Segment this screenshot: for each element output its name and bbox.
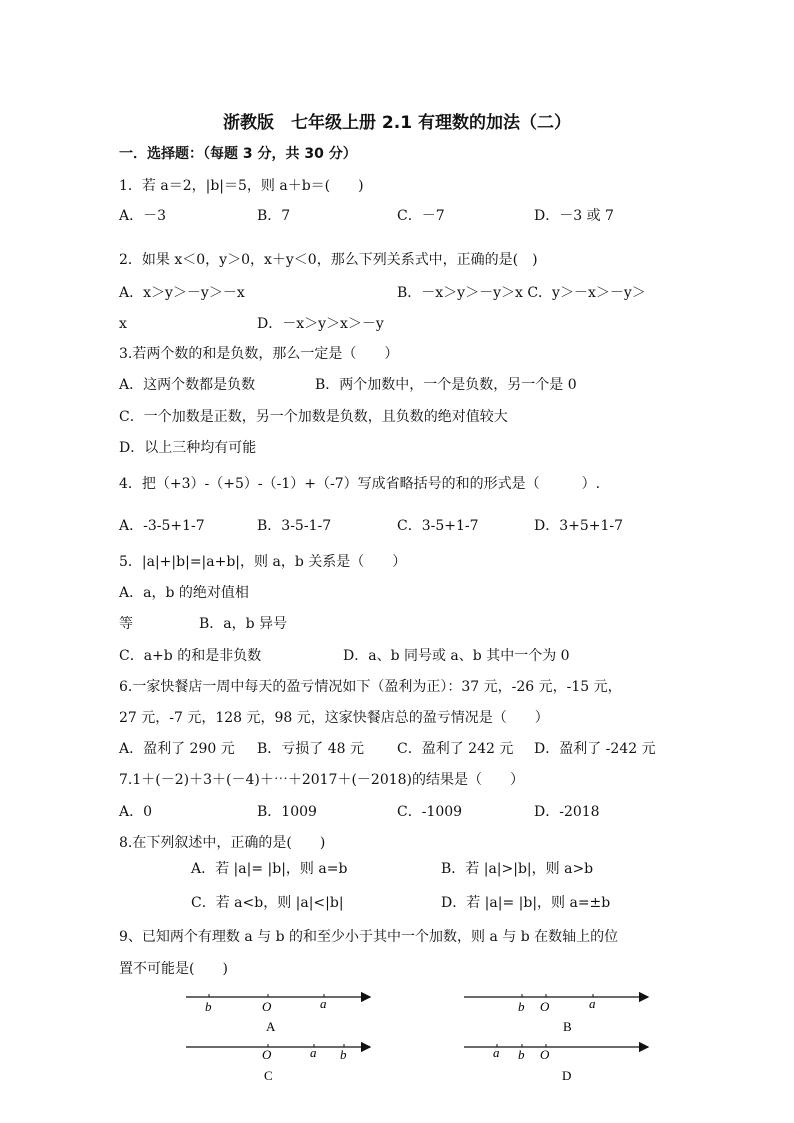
question-2-option-d: D．－x＞y＞x＞－y (257, 316, 384, 332)
page-title: 浙教版 七年级上册 2.1 有理数的加法（二） (223, 113, 571, 133)
question-5-option-c: C．a+b 的和是非负数 (119, 648, 262, 664)
question-6-option-b: B．亏损了 48 元 (257, 741, 365, 757)
point-origin: O (262, 1047, 272, 1062)
question-4-option-c: C．3-5+1-7 (397, 518, 479, 534)
number-line-c (186, 1044, 370, 1083)
number-line-b (464, 994, 648, 1034)
figure-label-c: C (264, 1068, 273, 1083)
question-3-option-a: A．这两个数都是负数 (119, 377, 256, 393)
question-8-option-d: D．若 |a|= |b|，则 a=±b (441, 895, 611, 911)
number-line-a (186, 994, 370, 1034)
question-5-option-b: B．a，b 异号 (199, 616, 288, 632)
point-b: b (205, 999, 212, 1014)
question-7-option-b: B．1009 (257, 804, 317, 820)
question-6-option-c: C．盈利了 242 元 (397, 741, 514, 757)
point-b: b (518, 1047, 525, 1062)
question-3-option-c: C．一个加数是正数，另一个加数是负数，且负数的绝对值较大 (119, 409, 508, 425)
question-4-option-a: A．-3-5+1-7 (119, 518, 205, 534)
point-a: a (589, 996, 596, 1011)
question-2-stem: 2．如果 x＜0，y＞0，x＋y＜0，那么下列关系式中，正确的是( ) (119, 252, 538, 268)
number-line-d (464, 1044, 648, 1083)
question-5-option-a: A．a，b 的绝对值相 (119, 585, 249, 601)
question-6-stem-line1: 6.一家快餐店一周中每天的盈亏情况如下（盈利为正）：37 元，-26 元，-15 元， (119, 679, 622, 695)
question-8-option-c: C．若 a<b，则 |a|<|b| (191, 895, 344, 911)
point-origin: O (262, 999, 272, 1014)
question-3-stem: 3.若两个数的和是负数，那么一定是（ ） (119, 346, 399, 362)
question-7-option-a: A．0 (119, 804, 153, 820)
question-8-stem: 8.在下列叙述中，正确的是( ) (119, 835, 326, 851)
question-7-stem: 7.1＋(－2)＋3＋(－4)＋⋯＋2017＋(－2018)的结果是（ ） (119, 772, 525, 788)
section-heading: 一．选择题：（每题 3 分，共 30 分） (119, 146, 357, 162)
question-4-option-d: D．3+5+1-7 (534, 518, 624, 534)
question-1-option-c: C．－7 (397, 208, 445, 224)
question-3-option-d: D．以上三种均有可能 (119, 440, 257, 456)
question-2-option-bc: B．－x＞y＞－y＞x C．y＞－x＞－y＞ (397, 285, 646, 301)
point-a: a (310, 1045, 317, 1060)
question-4-option-b: B．3-5-1-7 (257, 518, 332, 534)
figure-label-a: A (266, 1019, 276, 1034)
question-1-option-d: D．－3 或 7 (534, 208, 614, 224)
figure-label-b: B (563, 1019, 572, 1034)
question-5-stem: 5．|a|+|b|=|a+b|，则 a，b 关系是（ ） (119, 554, 407, 570)
point-b: b (518, 999, 525, 1014)
question-3-option-b: B．两个加数中，一个是负数，另一个是 0 (315, 377, 577, 393)
question-9-stem-line2: 置不可能是( ) (119, 961, 228, 977)
question-5-option-d: D．a、b 同号或 a、b 其中一个为 0 (343, 648, 570, 664)
question-6-option-d: D．盈利了 -242 元 (534, 741, 656, 757)
point-b: b (340, 1047, 347, 1062)
question-7-option-d: D．-2018 (534, 804, 600, 820)
question-1-option-b: B．7 (257, 208, 291, 224)
question-8-option-b: B．若 |a|>|b|，则 a>b (441, 861, 594, 877)
question-1-option-a: A．－3 (119, 208, 167, 224)
question-8-option-a: A．若 |a|= |b|，则 a=b (191, 861, 348, 877)
question-2-option-a: A．x＞y＞－y＞－x (119, 285, 245, 301)
question-5-option-a-wrap: 等 (119, 616, 133, 632)
question-2-wrap: x (119, 316, 127, 332)
point-origin: O (540, 1047, 550, 1062)
question-6-option-a: A．盈利了 290 元 (119, 741, 235, 757)
point-a: a (493, 1045, 500, 1060)
question-1-stem: 1．若 a＝2，|b|＝5，则 a＋b＝( ) (119, 178, 364, 194)
point-a: a (320, 996, 327, 1011)
question-4-stem: 4．把（+3）-（+5）-（-1）+（-7）写成省略括号的和的形式是（ ）. (119, 476, 601, 492)
figure-label-d: D (562, 1068, 572, 1083)
question-9-stem-line1: 9、已知两个有理数 a 与 b 的和至少小于其中一个加数，则 a 与 b 在数轴上的位 (119, 929, 619, 945)
point-origin: O (540, 999, 550, 1014)
question-6-stem-line2: 27 元，-7 元，128 元，98 元，这家快餐店总的盈亏情况是（ ） (119, 710, 549, 726)
question-7-option-c: C．-1009 (397, 804, 463, 820)
